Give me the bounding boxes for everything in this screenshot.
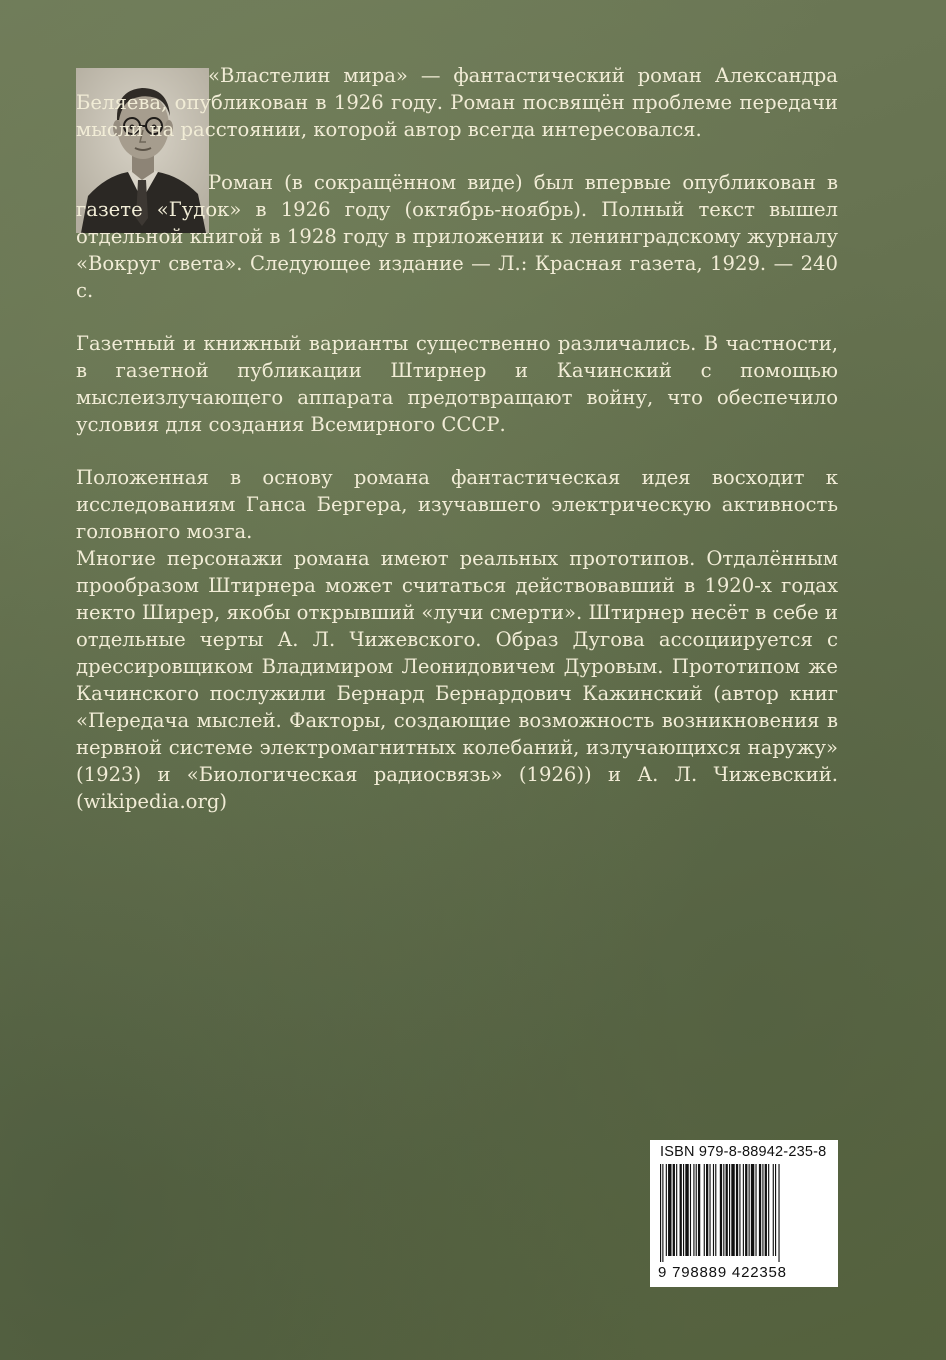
isbn-label: ISBN 979-8-88942-235-8 [660, 1144, 827, 1160]
isbn-barcode [650, 1140, 838, 1287]
paragraph-idea: Положенная в основу романа фантастическая идея восходит к исследованиям Ганса Бергера, изучавшего электрическую активность головного мозга. [76, 466, 838, 543]
paragraph-prototypes: Многие персонажи романа имеют реальных прототипов. Отдалённым прообразом Штирнера может считаться действовавший в 1920-х годах некто Ширер, якобы открывший «лучи смерти». Штирнер несёт в себе и отдельные черты А. Л. Чижевского. Образ Дугова ассоциируется с дрессировщиком Владимиром Леонидовичем Дуровым. Прототипом же Качинского послужили Бернард Бернардович Кажинский (автор книг «Передача мыслей. Факторы, создающие возможность возникновения в нервной системе электромагнитных колебаний, излучающихся наружу» (1923) и «Биологическая радиосвязь» (1926)) и А. Л. Чижевский. (wikipedia.org) [76, 547, 838, 813]
annotation-text [76, 62, 838, 815]
barcode-digits: 9 798889 422358 [658, 1264, 787, 1281]
paragraph-publication: Роман (в сокращённом виде) был впервые опубликован в газете «Гудок» в 1926 году (октябрь-ноябрь). Полный текст вышел отдельной книгой в 1928 году в приложении к ленинградскому журналу «Вокруг света». Следующее издание — Л.: Красная газета, 1929. — 240 с. [76, 171, 838, 302]
paragraph-intro: «Властелин мира» — фантастический роман Александра Беляева, опубликован в 1926 году. Роман посвящён проблеме передачи мысли на расстоянии, которой автор всегда интересовался. [76, 64, 838, 141]
barcode-bars [658, 1164, 832, 1262]
paragraph-variants: Газетный и книжный варианты существенно различались. В частности, в газетной публикации Штирнер и Качинский с помощью мыслеизлучающего аппарата предотвращают войну, что обеспечило условия для создания Всемирного СССР. [76, 332, 838, 436]
